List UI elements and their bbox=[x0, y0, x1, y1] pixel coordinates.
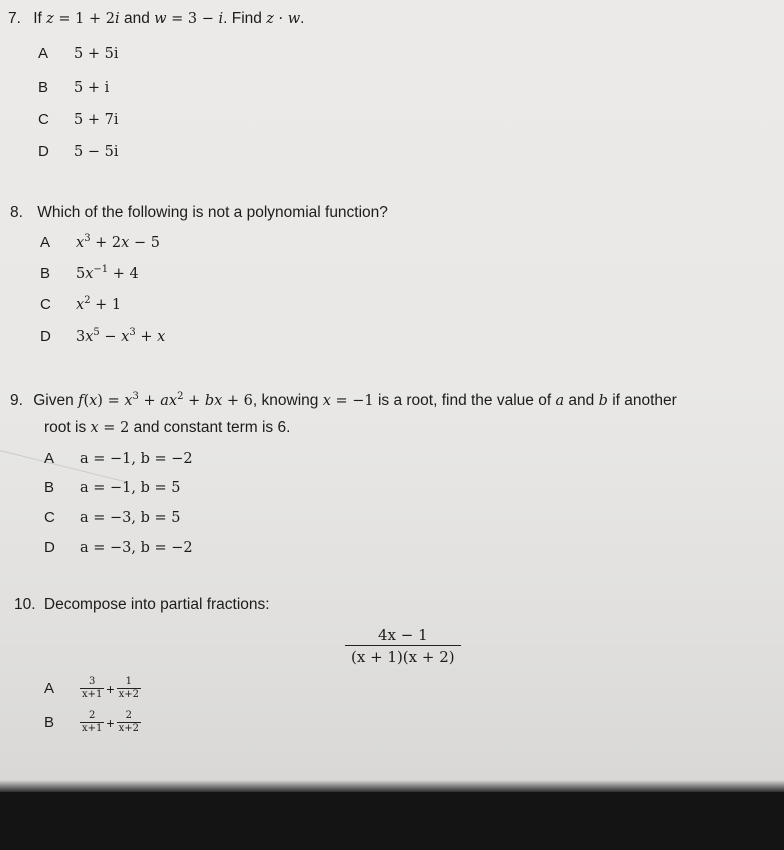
option-letter: C bbox=[44, 509, 55, 526]
option-letter: A bbox=[38, 45, 49, 62]
option-10a[interactable]: A $\frac{3}{x+1}$ + $\frac{1}{x+2}$ bbox=[44, 676, 139, 700]
question-number: 9. bbox=[10, 392, 23, 409]
option-8b[interactable]: B $5x^{-1} + 4$ bbox=[40, 264, 139, 282]
option-9b[interactable] bbox=[44, 478, 180, 498]
question-7: 7. If z = 1 + 2i and w = 3 − i. Find z · w. bbox=[8, 10, 305, 27]
option-9d[interactable] bbox=[44, 538, 193, 558]
expression-denominator: (x + 1)(x + 2) bbox=[345, 645, 461, 668]
fraction-term: $\frac{1}{x+2}$ bbox=[118, 676, 139, 700]
option-value: a = −1, b = 5 bbox=[80, 480, 181, 496]
option-7a[interactable] bbox=[38, 44, 118, 64]
question-text: Decompose into partial fractions: bbox=[43, 596, 270, 613]
option-letter: B bbox=[44, 479, 55, 496]
option-value: 5 + i bbox=[74, 80, 110, 96]
option-8d[interactable]: D $3x^5 - x^3 + x$ bbox=[40, 327, 166, 345]
option-7b[interactable] bbox=[38, 78, 109, 98]
option-letter: C bbox=[38, 111, 49, 128]
option-7c[interactable] bbox=[38, 110, 118, 130]
option-value: 5 + 7i bbox=[74, 112, 119, 128]
option-letter: C bbox=[40, 296, 51, 313]
option-letter: B bbox=[44, 713, 55, 731]
fraction-term: $\frac{2}{x+2}$ bbox=[118, 710, 139, 734]
question-10 bbox=[14, 595, 270, 615]
partial-fraction-expression bbox=[345, 625, 461, 668]
question-number: 7. bbox=[8, 10, 21, 27]
option-value: a = −1, b = −2 bbox=[80, 451, 193, 467]
option-value: a = −3, b = 5 bbox=[80, 510, 181, 526]
question-9: 9. Given $f(x) = x^3 + ax^2$ + bx + 6, knowing x = −1 is a root, find the value of a and b if another bbox=[10, 391, 677, 409]
option-letter: B bbox=[38, 79, 49, 96]
option-letter: A bbox=[40, 234, 51, 251]
question-number: 10. bbox=[14, 596, 36, 613]
question-8 bbox=[10, 203, 388, 223]
option-value: 5 − 5i bbox=[74, 144, 119, 160]
option-letter: A bbox=[44, 450, 55, 467]
option-8a[interactable]: A $x^3 + 2x - 5$ bbox=[40, 233, 160, 251]
dark-bottom-edge bbox=[0, 792, 784, 850]
option-9c[interactable] bbox=[44, 508, 180, 528]
option-letter: B bbox=[40, 265, 51, 282]
fraction-term: $\frac{2}{x+1}$ bbox=[82, 710, 103, 734]
option-letter: D bbox=[40, 328, 51, 345]
fraction-term: $\frac{3}{x+1}$ bbox=[82, 676, 103, 700]
question-text: Which of the following is not a polynomial function? bbox=[37, 204, 388, 221]
option-8c[interactable]: C $x^2 + 1$ bbox=[40, 295, 122, 313]
option-letter: A bbox=[44, 679, 55, 697]
option-10b[interactable]: B $\frac{2}{x+1}$ + $\frac{2}{x+2}$ bbox=[44, 710, 139, 734]
question-9-line2: root is x = 2 and constant term is 6. bbox=[44, 419, 291, 436]
question-number: 8. bbox=[10, 204, 23, 221]
option-value: 5 + 5i bbox=[74, 46, 119, 62]
option-letter: D bbox=[44, 539, 55, 556]
option-letter: D bbox=[38, 143, 49, 160]
option-7d[interactable] bbox=[38, 142, 118, 162]
expression-numerator: 4x − 1 bbox=[377, 626, 428, 644]
option-value: a = −3, b = −2 bbox=[80, 540, 193, 556]
